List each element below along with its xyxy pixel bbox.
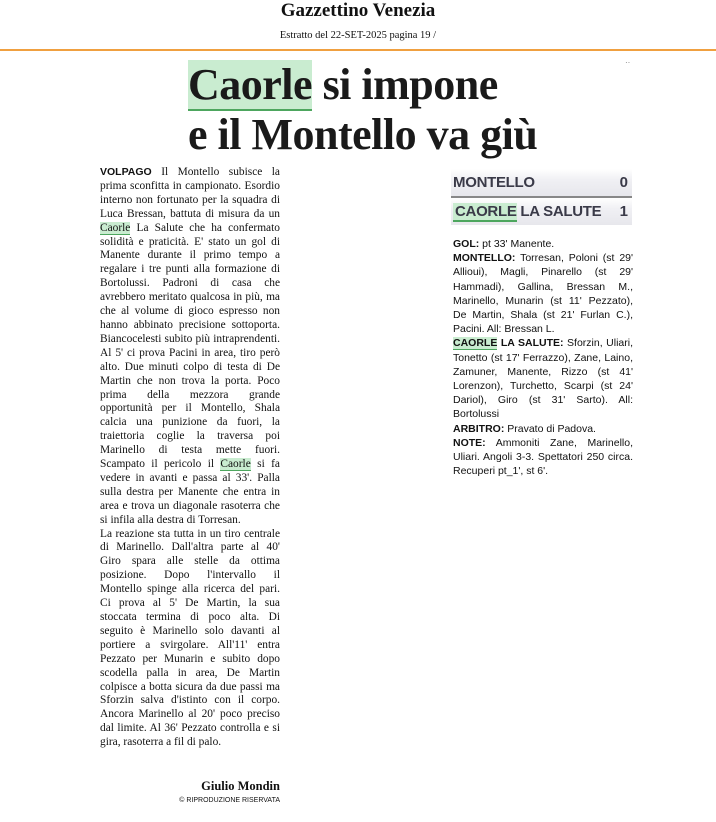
caorle-label: LA SALUTE: bbox=[500, 337, 564, 350]
highlighted-term: Caorle bbox=[100, 221, 131, 234]
referee-label: ARBITRO: bbox=[453, 422, 505, 435]
article-paragraph-1 bbox=[100, 166, 280, 528]
match-report bbox=[453, 237, 633, 478]
goals-label: GOL: bbox=[453, 238, 480, 250]
notes-text: Ammoniti Zane, Marinello, Uliari. Angoli 3-3. Spettatori 250 circa. Recuperi pt_1', st 6'. bbox=[453, 436, 633, 478]
montello-text: Torresan, Poloni (st 29' Allioui), Magli, Pinarello (st 29' Hammadi), Gallina, Bressan M., Marinello, Munarin (st 11' Pezzato), De Martin, Shala (st 21' Furlan C.), Pacini. All: Bressan L. bbox=[453, 252, 633, 336]
scoreboard bbox=[451, 169, 632, 225]
caorle-lineup bbox=[453, 336, 633, 421]
copyright-notice: © RIPRODUZIONE RISERVATA bbox=[179, 797, 280, 804]
newspaper-title: Gazzettino Venezia bbox=[280, 0, 436, 21]
score-row-home bbox=[451, 169, 632, 196]
headline-line-1 bbox=[188, 60, 588, 110]
home-team: MONTELLO bbox=[453, 174, 535, 191]
dateline: VOLPAGO bbox=[100, 166, 152, 178]
article-body bbox=[100, 166, 280, 750]
goals-line bbox=[453, 237, 633, 251]
notes-line bbox=[453, 436, 633, 479]
away-team-rest: LA SALUTE bbox=[520, 203, 602, 220]
notes-label: NOTE: bbox=[453, 436, 486, 449]
headline bbox=[188, 60, 588, 160]
highlighted-term: Caorle bbox=[188, 60, 313, 109]
goals-text: pt 33' Manente. bbox=[482, 238, 555, 250]
home-score: 0 bbox=[619, 174, 628, 191]
author-byline: Giulio Mondin bbox=[201, 779, 280, 793]
away-team bbox=[451, 203, 605, 220]
highlighted-term: CAORLE bbox=[453, 337, 498, 350]
highlighted-term: Caorle bbox=[220, 458, 251, 471]
highlighted-term: CAORLE bbox=[455, 203, 517, 220]
header-divider bbox=[0, 49, 716, 51]
extract-info: Estratto del 22-SET-2025 pagina 19 / bbox=[279, 30, 437, 41]
away-score: 1 bbox=[619, 203, 628, 220]
headline-text: si impone bbox=[322, 60, 498, 109]
montello-lineup bbox=[453, 251, 633, 336]
article-text: La Salute che ha confermato solidità e praticità. E' stato un gol di Manente durante il primo tempo a regalare i tre punti alla formazione di Bortolussi. Padroni di casa che avrebbero meritato qualcosa in più, ma che al volume di gioco espresso non hanno abbinato precisione sottoporta. Biancocelesti subito più intraprendenti. Al 5' ci prova Pacini in area, tiro però alto. Due minuti colpo di testa di De Martin che non trova la porta. Poco prima della mezzora grande opportunità per il Montello, Shala calcia una punizione da fuori, la traiettoria coglie la traversa poi Marinello di testa mette fuori. Scampato il pericolo il bbox=[100, 221, 280, 471]
corner-mark: ·· bbox=[625, 58, 631, 67]
score-row-away bbox=[451, 198, 632, 225]
montello-label: MONTELLO: bbox=[453, 252, 516, 265]
referee-line bbox=[453, 422, 633, 436]
article-paragraph-2: La reazione sta tutta in un tiro centrale di Marinello. Dall'altra parte al 40' Giro spara alle stelle da ottima posizione. Dopo l'intervallo il Montello spinge alla ricerca del pari. Ci prova al 5' De Martin, la sua stoccata termina di poco alta. Di seguito è Marinello solo davanti al portiere a svirgolare. All'11' entra Pezzato per Munarin e subito dopo scodella palla in area, De Martin colpisce a botta sicura da due passi ma Sforzin salva d'istinto con il corpo. Ancora Marinello al 20' poco preciso dal limite. Al 36' Pezzato controlla e si gira, rasoterra a fil di palo. bbox=[100, 527, 280, 749]
article-text: Il Montello subisce la prima sconfitta in campionato. Esordio interno non fortunato per la squadra di Luca Bressan, battuta di misura da un bbox=[100, 166, 280, 220]
referee-text: Pravato di Padova. bbox=[507, 422, 596, 435]
article-text: si fa vedere in avanti e passa al 33'. Palla sulla destra per Manente che entra in area e trova un diagonale rasoterra che si infila alla destra di Torresan. bbox=[100, 458, 280, 526]
headline-line-2: e il Montello va giù bbox=[188, 110, 538, 159]
caorle-text: Sforzin, Uliari, Tonetto (st 17' Ferrazzo), Zane, Laino, Zamuner, Manente, Rizzo (st 41' Lorenzon), Turchetto, Scarpi (st 24' Dariol), Giro (st 31' Sarto). All: Bortolussi bbox=[453, 337, 634, 421]
